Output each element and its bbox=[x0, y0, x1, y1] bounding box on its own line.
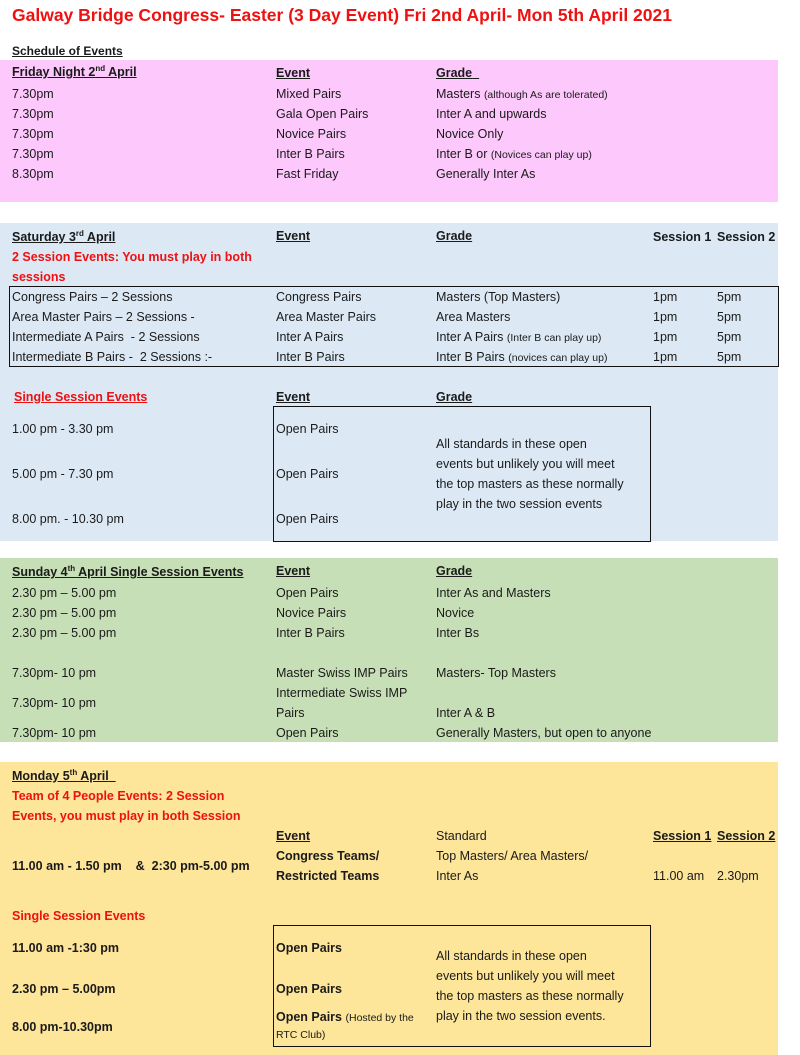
friday-row-event: Fast Friday bbox=[276, 167, 339, 181]
saturday-session1-header: Session 1 bbox=[653, 230, 712, 244]
friday-row-event: Novice Pairs bbox=[276, 127, 347, 141]
monday-single-event: Open Pairs bbox=[276, 941, 342, 955]
monday-single-event bbox=[276, 1009, 414, 1026]
team-event-name-line2: Restricted Teams bbox=[276, 869, 380, 883]
event-note: (Hosted by the bbox=[345, 1012, 414, 1024]
friday-row-event: Mixed Pairs bbox=[276, 87, 342, 101]
sunday-row-event: Inter B Pairs bbox=[276, 626, 345, 640]
team-event-time: 11.00 am - 1.50 pm & 2:30 pm-5.00 pm bbox=[12, 859, 250, 873]
sunday-row-grade: Generally Masters, but open to anyone bbox=[436, 726, 652, 740]
grade-note: (novices can play up) bbox=[508, 352, 608, 364]
saturday-row-grade bbox=[436, 289, 560, 305]
saturday-day-heading bbox=[12, 229, 115, 245]
friday-row-time: 7.30pm bbox=[12, 87, 54, 101]
day-text: April Single Session Events bbox=[75, 565, 244, 579]
friday-row-grade bbox=[436, 106, 547, 122]
day-text: Monday 5 bbox=[12, 769, 70, 783]
sunday-day-heading bbox=[12, 564, 243, 580]
event-text: Open Pairs bbox=[276, 1010, 342, 1024]
sunday-row-time: 2.30 pm – 5.00 pm bbox=[12, 606, 117, 620]
saturday-single-note-line: the top masters as these normally bbox=[436, 477, 624, 491]
grade-note: (Inter B can play up) bbox=[506, 332, 602, 344]
sunday-grade-header: Grade bbox=[436, 564, 473, 578]
saturday-row-session1: 1pm bbox=[653, 350, 678, 364]
saturday-event-header: Event bbox=[276, 229, 311, 243]
saturday-single-grade-header: Grade bbox=[436, 390, 473, 404]
day-text: Sunday 4 bbox=[12, 565, 68, 579]
team-session1-time: 11.00 am bbox=[653, 869, 705, 883]
grade-header-text: Grade bbox=[436, 66, 473, 80]
saturday-session2-header: Session 2 bbox=[717, 230, 776, 244]
saturday-single-note-line: play in the two session events bbox=[436, 497, 603, 511]
saturday-row-session2: 5pm bbox=[717, 310, 742, 324]
monday-single-time: 11.00 am -1:30 pm bbox=[12, 941, 120, 955]
friday-row-time: 7.30pm bbox=[12, 107, 54, 121]
monday-session2-header: Session 2 bbox=[717, 829, 776, 843]
grade-note: (although As are tolerated) bbox=[483, 89, 608, 101]
friday-row-grade bbox=[436, 166, 535, 182]
monday-single-time: 2.30 pm – 5.00pm bbox=[12, 982, 116, 996]
friday-row-time: 7.30pm bbox=[12, 147, 54, 161]
saturday-row-session2: 5pm bbox=[717, 350, 742, 364]
monday-single-note-line: the top masters as these normally bbox=[436, 989, 624, 1003]
team-notice-line2: Events, you must play in both Session bbox=[12, 809, 241, 823]
grade-text: Inter B Pairs bbox=[436, 350, 509, 364]
day-text: Friday Night 2 bbox=[12, 65, 96, 79]
saturday-single-note-line: All standards in these open bbox=[436, 437, 587, 451]
sunday-row-event-line1: Intermediate Swiss IMP bbox=[276, 686, 408, 700]
day-text: April bbox=[77, 769, 109, 783]
saturday-single-time: 8.00 pm. - 10.30 pm bbox=[12, 512, 124, 526]
sunday-row-grade: Masters- Top Masters bbox=[436, 666, 556, 680]
day-text: Saturday 3 bbox=[12, 230, 76, 244]
saturday-row-name: Congress Pairs – 2 Sessions bbox=[12, 290, 173, 304]
saturday-row-session2: 5pm bbox=[717, 330, 742, 344]
saturday-single-time: 1.00 pm - 3.30 pm bbox=[12, 422, 114, 436]
sunday-row-event: Open Pairs bbox=[276, 586, 339, 600]
monday-single-heading: Single Session Events bbox=[12, 909, 146, 923]
day-ordinal: th bbox=[69, 767, 78, 777]
team-notice-line1: Team of 4 People Events: 2 Session bbox=[12, 789, 225, 803]
monday-single-note-line: play in the two session events. bbox=[436, 1009, 606, 1023]
sunday-row-time: 7.30pm- 10 pm bbox=[12, 726, 97, 740]
friday-day-heading bbox=[12, 64, 137, 80]
saturday-single-event-header: Event bbox=[276, 390, 311, 404]
sunday-row-time: 7.30pm- 10 pm bbox=[12, 696, 97, 710]
schedule-heading: Schedule of Events bbox=[12, 44, 123, 58]
monday-day-heading bbox=[12, 768, 116, 784]
monday-session1-header: Session 1 bbox=[653, 829, 712, 843]
sunday-section bbox=[0, 558, 778, 742]
team-session2-time: 2.30pm bbox=[717, 869, 759, 883]
saturday-single-heading: Single Session Events bbox=[14, 390, 148, 404]
grade-text: Masters bbox=[436, 87, 481, 101]
saturday-single-note-line: events but unlikely you will meet bbox=[436, 457, 615, 471]
friday-row-event: Inter B Pairs bbox=[276, 147, 345, 161]
monday-event-header: Event bbox=[276, 829, 311, 843]
grade-text: Area Masters bbox=[436, 310, 511, 324]
sunday-row-grade: Inter Bs bbox=[436, 626, 480, 640]
saturday-grade-header: Grade bbox=[436, 229, 473, 243]
day-ordinal: th bbox=[67, 563, 76, 573]
sunday-row-time: 2.30 pm – 5.00 pm bbox=[12, 586, 117, 600]
friday-row-grade bbox=[436, 86, 608, 103]
team-standard-line1: Top Masters/ Area Masters/ bbox=[436, 849, 589, 863]
day-ordinal: nd bbox=[95, 63, 106, 73]
sunday-row-time: 2.30 pm – 5.00 pm bbox=[12, 626, 117, 640]
saturday-row-session1: 1pm bbox=[653, 290, 678, 304]
sunday-row-grade: Inter As and Masters bbox=[436, 586, 551, 600]
saturday-row-event: Inter B Pairs bbox=[276, 350, 345, 364]
sunday-row-event: Master Swiss IMP Pairs bbox=[276, 666, 408, 680]
friday-row-time: 8.30pm bbox=[12, 167, 54, 181]
grade-text: Inter A Pairs bbox=[436, 330, 507, 344]
two-session-notice-line1: 2 Session Events: You must play in both bbox=[12, 250, 252, 264]
sunday-row-time: 7.30pm- 10 pm bbox=[12, 666, 97, 680]
saturday-row-grade bbox=[436, 329, 601, 346]
two-session-notice-line2: sessions bbox=[12, 270, 66, 284]
saturday-row-session1: 1pm bbox=[653, 330, 678, 344]
friday-row-grade bbox=[436, 126, 503, 142]
monday-single-time: 8.00 pm-10.30pm bbox=[12, 1020, 113, 1034]
friday-event-header: Event bbox=[276, 66, 311, 80]
sunday-row-grade: Novice bbox=[436, 606, 475, 620]
monday-single-note-line: All standards in these open bbox=[436, 949, 587, 963]
friday-section bbox=[0, 60, 778, 202]
monday-single-note-line: events but unlikely you will meet bbox=[436, 969, 615, 983]
saturday-row-event: Congress Pairs bbox=[276, 290, 362, 304]
friday-row-grade bbox=[436, 146, 592, 163]
day-text: April bbox=[105, 65, 137, 79]
monday-single-event: Open Pairs bbox=[276, 982, 342, 996]
monday-single-event-note-line2: RTC Club) bbox=[276, 1029, 326, 1041]
saturday-row-name: Area Master Pairs – 2 Sessions - bbox=[12, 310, 195, 324]
grade-note: (Novices can play up) bbox=[490, 149, 592, 161]
sunday-row-event-line2: Pairs bbox=[276, 706, 305, 720]
grade-text: Inter A and upwards bbox=[436, 107, 547, 121]
saturday-single-event: Open Pairs bbox=[276, 422, 339, 436]
day-ordinal: rd bbox=[75, 228, 84, 238]
team-standard-line2: Inter As bbox=[436, 869, 479, 883]
sunday-row-event: Open Pairs bbox=[276, 726, 339, 740]
grade-text: Generally Inter As bbox=[436, 167, 536, 181]
saturday-single-event: Open Pairs bbox=[276, 512, 339, 526]
team-event-name-line1: Congress Teams/ bbox=[276, 849, 380, 863]
grade-text: Inter B or bbox=[436, 147, 491, 161]
sunday-row-event: Novice Pairs bbox=[276, 606, 347, 620]
friday-row-event: Gala Open Pairs bbox=[276, 107, 369, 121]
saturday-single-time: 5.00 pm - 7.30 pm bbox=[12, 467, 114, 481]
saturday-row-session1: 1pm bbox=[653, 310, 678, 324]
grade-text: Masters (Top Masters) bbox=[436, 290, 561, 304]
saturday-single-event: Open Pairs bbox=[276, 467, 339, 481]
grade-text: Novice Only bbox=[436, 127, 504, 141]
sunday-event-header: Event bbox=[276, 564, 311, 578]
monday-standard-header: Standard bbox=[436, 829, 487, 843]
day-text: April bbox=[83, 230, 116, 244]
page-title: Galway Bridge Congress- Easter (3 Day Event) Fri 2nd April- Mon 5th April 2021 bbox=[12, 5, 672, 25]
saturday-row-name: Intermediate B Pairs - 2 Sessions :- bbox=[12, 350, 213, 364]
saturday-row-grade bbox=[436, 309, 510, 325]
saturday-row-session2: 5pm bbox=[717, 290, 742, 304]
sunday-row-grade: Inter A & B bbox=[436, 706, 496, 720]
saturday-row-name: Intermediate A Pairs - 2 Sessions bbox=[12, 330, 200, 344]
saturday-row-grade bbox=[436, 349, 607, 366]
friday-row-time: 7.30pm bbox=[12, 127, 54, 141]
saturday-row-event: Inter A Pairs bbox=[276, 330, 344, 344]
friday-grade-header bbox=[436, 65, 479, 81]
saturday-row-event: Area Master Pairs bbox=[276, 310, 377, 324]
